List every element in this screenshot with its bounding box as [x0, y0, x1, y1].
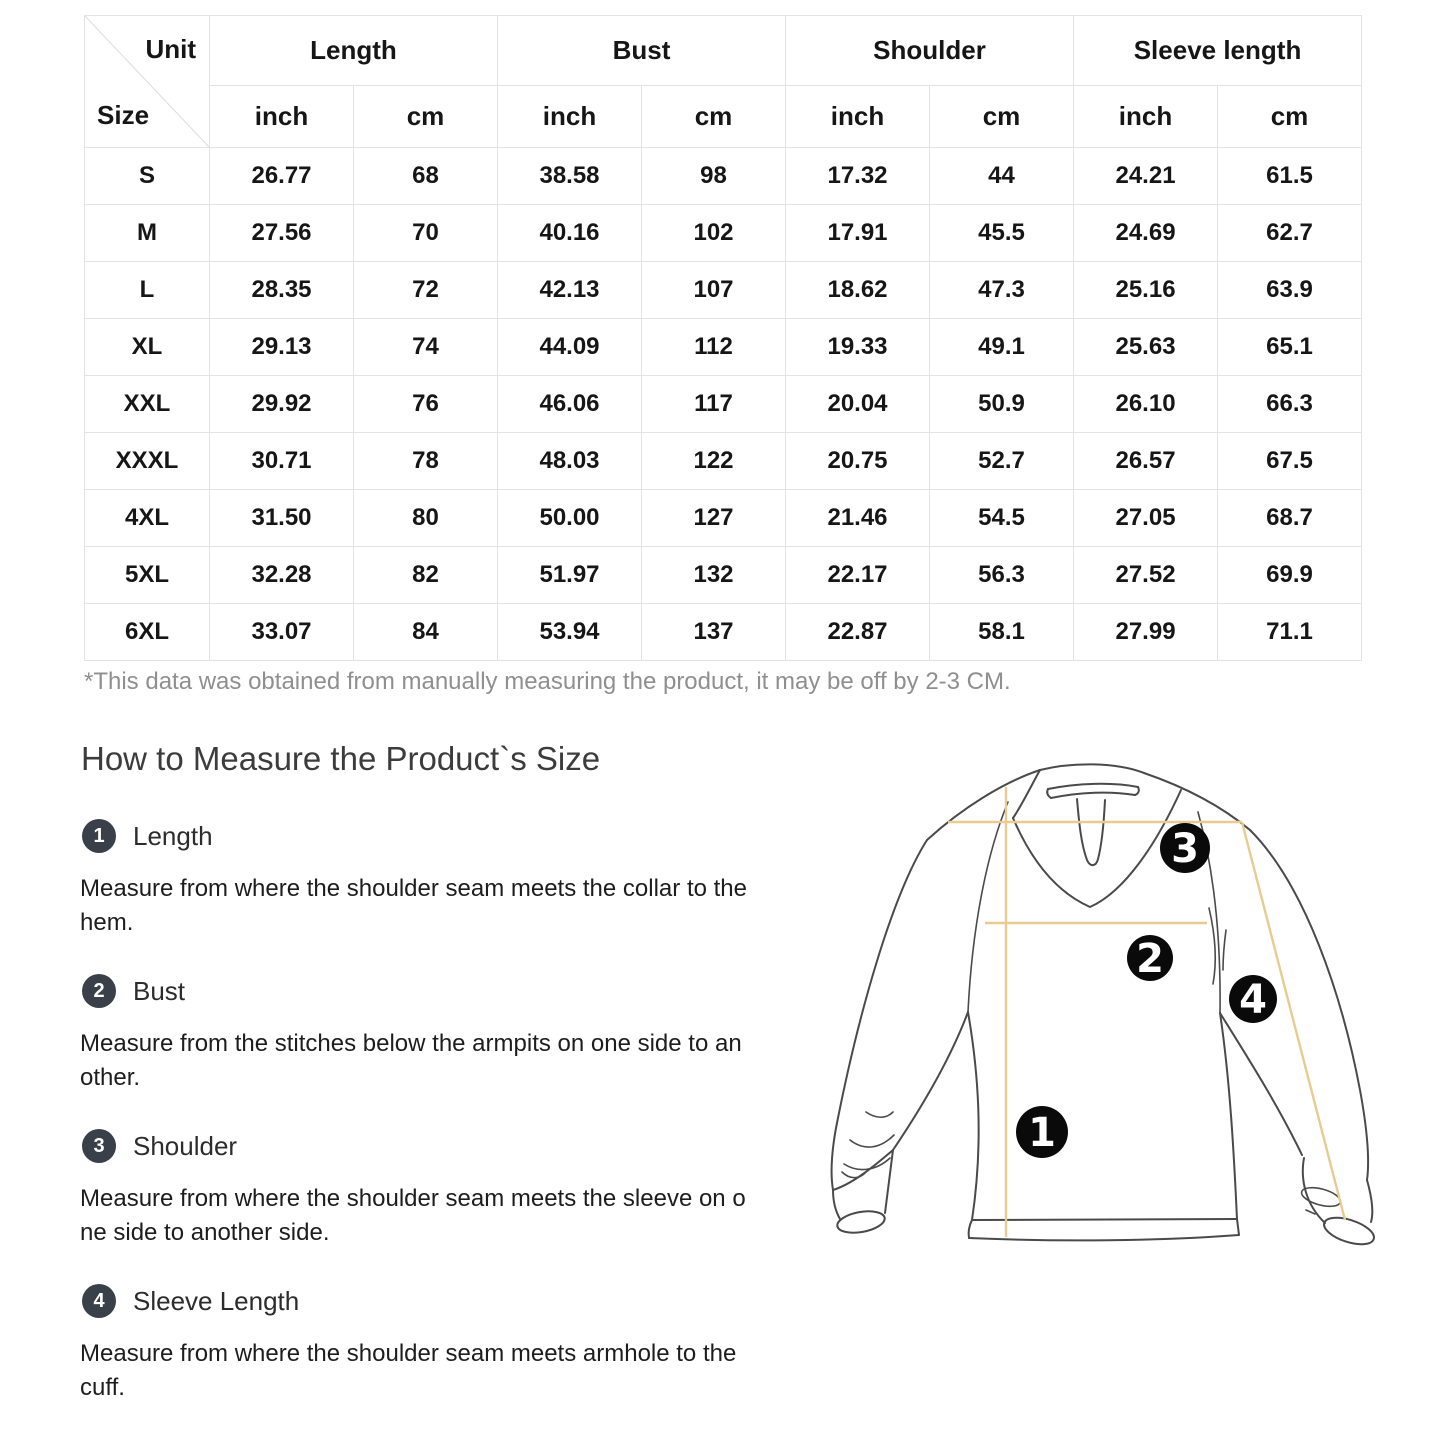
measurement-value: 46.06 [498, 376, 642, 433]
measurement-value: 84 [354, 604, 498, 661]
table-row [85, 148, 1362, 205]
measurement-value: 29.13 [210, 319, 354, 376]
measurement-value: 27.05 [1074, 490, 1218, 547]
measurement-value: 82 [354, 547, 498, 604]
column-group-sleeve-length: Sleeve length [1074, 16, 1362, 86]
measurement-value: 102 [642, 205, 786, 262]
unit-header-6: inch [1074, 86, 1218, 148]
measurement-value: 122 [642, 433, 786, 490]
measurement-value: 26.10 [1074, 376, 1218, 433]
measurement-value: 62.7 [1218, 205, 1362, 262]
step-3-desc-line-2: ne side to another side. [80, 1219, 330, 1246]
measurement-value: 29.92 [210, 376, 354, 433]
step-sleeve-length-header [82, 1284, 299, 1318]
step-2-badge [82, 974, 116, 1008]
measurement-value: 63.9 [1218, 262, 1362, 319]
table-row [85, 433, 1362, 490]
shirt-outline [832, 764, 1378, 1249]
column-group-shoulder: Shoulder [786, 16, 1074, 86]
measurement-value: 132 [642, 547, 786, 604]
measurement-value: 38.58 [498, 148, 642, 205]
step-1-description [80, 872, 810, 940]
measurement-value: 56.3 [930, 547, 1074, 604]
measurement-value: 22.17 [786, 547, 930, 604]
marker-3-number: 3 [1171, 826, 1199, 872]
measurement-value: 71.1 [1218, 604, 1362, 661]
unit-header-0: inch [210, 86, 354, 148]
measurement-value: 66.3 [1218, 376, 1362, 433]
marker-2-number: 2 [1136, 936, 1164, 982]
measurement-value: 18.62 [786, 262, 930, 319]
step-bust-header [82, 974, 185, 1008]
measurement-value: 98 [642, 148, 786, 205]
measurement-value: 17.32 [786, 148, 930, 205]
table-row [85, 376, 1362, 433]
guide-title: How to Measure the Product`s Size [81, 740, 601, 777]
measurement-value: 127 [642, 490, 786, 547]
size-label: 4XL [85, 490, 210, 547]
unit-header-row [85, 86, 1362, 148]
measurement-value: 40.16 [498, 205, 642, 262]
step-2-desc-line-2: other. [80, 1064, 141, 1091]
step-4-number: 4 [93, 1289, 105, 1312]
step-shoulder-header [82, 1129, 237, 1163]
measurement-value: 52.7 [930, 433, 1074, 490]
measurement-value: 68 [354, 148, 498, 205]
step-3-number: 3 [93, 1134, 105, 1157]
step-3-description [80, 1182, 810, 1250]
size-chart-table [84, 15, 1362, 661]
measurement-value: 76 [354, 376, 498, 433]
shirt-illustration [800, 760, 1420, 1380]
measurement-value: 20.04 [786, 376, 930, 433]
corner-unit-label: Unit [145, 34, 196, 64]
table-row [85, 262, 1362, 319]
measurement-value: 54.5 [930, 490, 1074, 547]
measurement-value: 50.9 [930, 376, 1074, 433]
size-label: XXXL [85, 433, 210, 490]
measurement-value: 24.21 [1074, 148, 1218, 205]
step-length-header [82, 819, 213, 853]
measurement-value: 22.87 [786, 604, 930, 661]
measurement-value: 27.52 [1074, 547, 1218, 604]
unit-header-2: inch [498, 86, 642, 148]
measurement-value: 26.57 [1074, 433, 1218, 490]
size-label: S [85, 148, 210, 205]
measurement-value: 31.50 [210, 490, 354, 547]
step-2-number: 2 [93, 979, 105, 1002]
table-row [85, 547, 1362, 604]
step-4-desc-line-2: cuff. [80, 1374, 125, 1401]
measurement-value: 53.94 [498, 604, 642, 661]
size-label: XL [85, 319, 210, 376]
size-label: 6XL [85, 604, 210, 661]
step-2-desc-line-1: Measure from the stitches below the armpits on one side to an [80, 1030, 742, 1057]
measurement-value: 74 [354, 319, 498, 376]
measurement-value: 45.5 [930, 205, 1074, 262]
measurement-value: 19.33 [786, 319, 930, 376]
step-3-desc-line-1: Measure from where the shoulder seam meets the sleeve on o [80, 1185, 746, 1212]
table-row [85, 490, 1362, 547]
unit-header-5: cm [930, 86, 1074, 148]
measurement-value: 67.5 [1218, 433, 1362, 490]
marker-1-number: 1 [1028, 1110, 1056, 1156]
size-label: L [85, 262, 210, 319]
measurement-value: 27.56 [210, 205, 354, 262]
group-header-row [85, 16, 1362, 86]
measurement-value: 25.16 [1074, 262, 1218, 319]
measurement-value: 69.9 [1218, 547, 1362, 604]
step-1-desc-line-1: Measure from where the shoulder seam meets the collar to the [80, 875, 747, 902]
step-4-description [80, 1337, 810, 1405]
step-1-number: 1 [93, 824, 105, 847]
column-group-length: Length [210, 16, 498, 86]
size-label: M [85, 205, 210, 262]
unit-header-1: cm [354, 86, 498, 148]
measurement-value: 58.1 [930, 604, 1074, 661]
measurement-value: 44 [930, 148, 1074, 205]
measurement-value: 65.1 [1218, 319, 1362, 376]
table-row [85, 205, 1362, 262]
step-4-desc-line-1: Measure from where the shoulder seam meets armhole to the [80, 1340, 737, 1367]
table-row [85, 604, 1362, 661]
measurement-value: 25.63 [1074, 319, 1218, 376]
measurement-value: 80 [354, 490, 498, 547]
step-2-description [80, 1027, 810, 1095]
measurement-value: 20.75 [786, 433, 930, 490]
measurement-value: 33.07 [210, 604, 354, 661]
marker-4-number: 4 [1239, 977, 1267, 1023]
measurement-value: 117 [642, 376, 786, 433]
step-2-label: Bust [133, 975, 186, 1006]
shirt-measurement-diagram [800, 760, 1420, 1380]
measurement-value: 112 [642, 319, 786, 376]
measurement-value: 70 [354, 205, 498, 262]
measurement-value: 17.91 [786, 205, 930, 262]
size-label: 5XL [85, 547, 210, 604]
size-label: XXL [85, 376, 210, 433]
step-1-badge [82, 819, 116, 853]
measurement-value: 78 [354, 433, 498, 490]
measurement-value: 32.28 [210, 547, 354, 604]
measurement-value: 107 [642, 262, 786, 319]
column-group-bust: Bust [498, 16, 786, 86]
measurement-value: 48.03 [498, 433, 642, 490]
measurement-value: 26.77 [210, 148, 354, 205]
measurement-value: 30.71 [210, 433, 354, 490]
table-row [85, 319, 1362, 376]
measurement-value: 49.1 [930, 319, 1074, 376]
measurement-value: 72 [354, 262, 498, 319]
measurement-value: 51.97 [498, 547, 642, 604]
unit-size-corner-cell [85, 16, 210, 148]
step-3-badge [82, 1129, 116, 1163]
step-4-label: Sleeve Length [133, 1285, 300, 1316]
measurement-value: 24.69 [1074, 205, 1218, 262]
step-1-label: Length [133, 820, 213, 851]
measurement-value: 28.35 [210, 262, 354, 319]
measurement-value: 137 [642, 604, 786, 661]
measurement-value: 42.13 [498, 262, 642, 319]
unit-header-3: cm [642, 86, 786, 148]
step-4-badge [82, 1284, 116, 1318]
unit-header-4: inch [786, 86, 930, 148]
step-1-desc-line-2: hem. [80, 909, 134, 936]
measurement-value: 61.5 [1218, 148, 1362, 205]
measurement-value: 27.99 [1074, 604, 1218, 661]
measurement-value: 50.00 [498, 490, 642, 547]
measurement-disclaimer-note: *This data was obtained from manually measuring the product, it may be off by 2-3 CM. [84, 668, 1011, 695]
measurement-value: 68.7 [1218, 490, 1362, 547]
measurement-value: 47.3 [930, 262, 1074, 319]
corner-size-label: Size [97, 100, 150, 130]
step-3-label: Shoulder [133, 1130, 238, 1161]
diagram-markers [1016, 823, 1277, 1158]
measurement-value: 21.46 [786, 490, 930, 547]
size-table-body [85, 148, 1362, 661]
unit-header-7: cm [1218, 86, 1362, 148]
measurement-value: 44.09 [498, 319, 642, 376]
